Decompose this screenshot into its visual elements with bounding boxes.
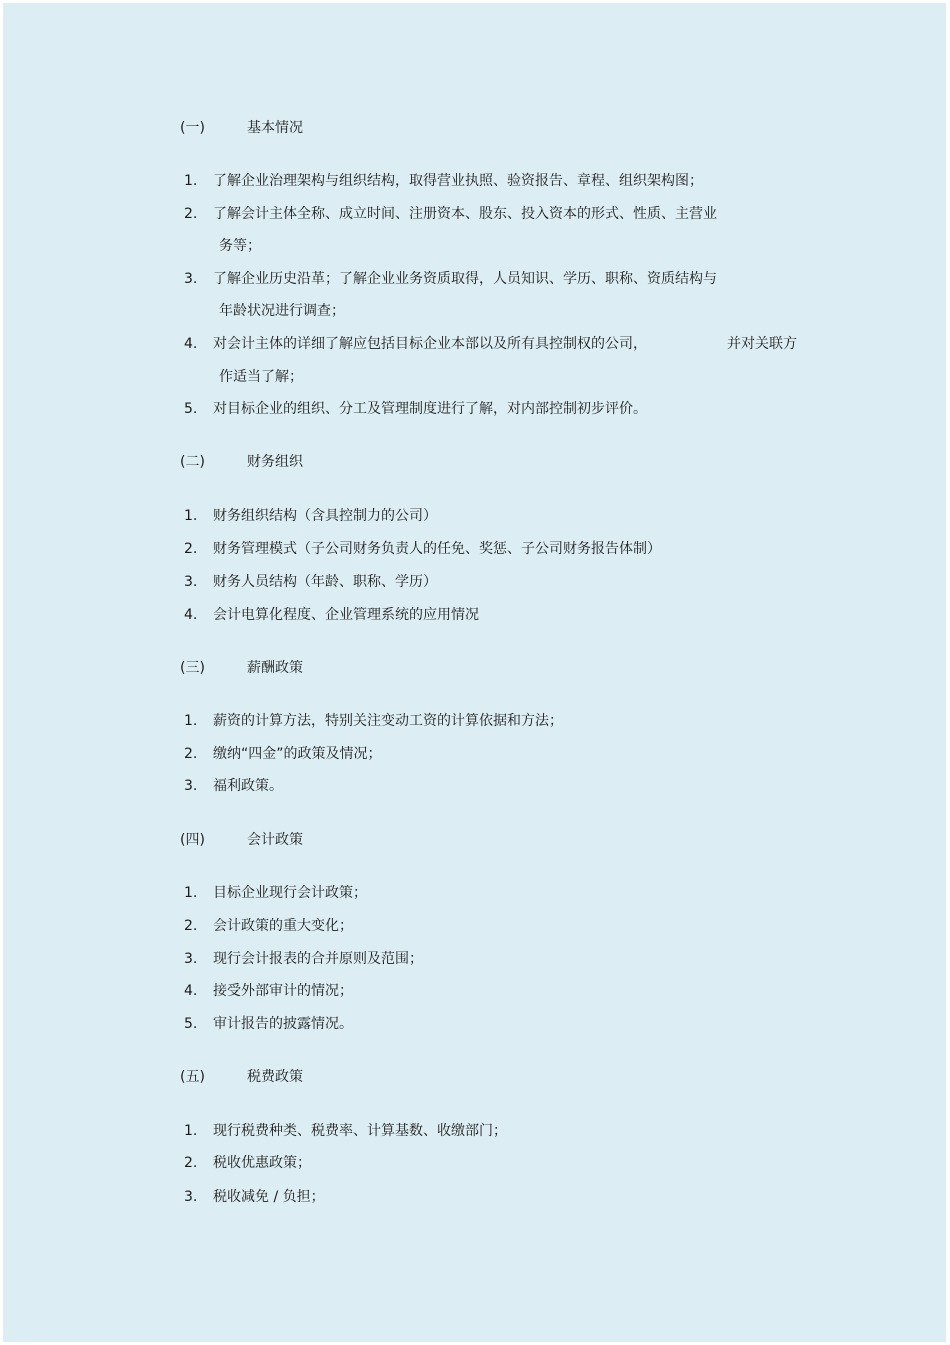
item-continuation: 年龄状况进行调查； <box>219 303 345 319</box>
item-text: 了解企业历史沿革；了解企业业务资质取得，人员知识、学历、职称、资质结构与 <box>213 271 717 287</box>
section-title: 财务组织 <box>247 454 303 470</box>
section-title: 基本情况 <box>247 120 303 136</box>
list-item <box>184 1188 325 1206</box>
item-text: 会计政策的重大变化； <box>213 918 353 934</box>
item-index: 1. <box>184 508 198 524</box>
section-title: 税费政策 <box>247 1069 303 1085</box>
item-index: 3. <box>184 271 198 287</box>
item-index: 2. <box>184 541 198 557</box>
item-text: 审计报告的披露情况。 <box>213 1016 353 1032</box>
list-item <box>184 270 717 288</box>
list-item <box>184 917 353 935</box>
list-item <box>184 950 423 968</box>
item-index: 4. <box>184 607 198 623</box>
item-index: 4. <box>184 983 198 999</box>
item-continuation: 务等； <box>219 238 261 254</box>
section-number: (三) <box>180 660 205 676</box>
list-item <box>184 400 647 418</box>
list-item <box>184 172 703 190</box>
list-item <box>184 712 563 730</box>
list-item <box>184 1015 353 1033</box>
item-text: 接受外部审计的情况； <box>213 983 353 999</box>
list-item <box>184 884 367 902</box>
item-text: 对会计主体的详细了解应包括目标企业本部以及所有具控制权的公司， <box>213 336 647 352</box>
item-index: 1. <box>184 713 198 729</box>
item-text: 税收减免 / 负担； <box>213 1189 325 1205</box>
list-item <box>184 205 717 223</box>
item-index: 2. <box>184 746 198 762</box>
section-number: (四) <box>180 832 205 848</box>
document-page <box>3 3 946 1342</box>
item-text: 目标企业现行会计政策； <box>213 885 367 901</box>
item-index: 1. <box>184 1123 198 1139</box>
list-item <box>184 507 437 525</box>
item-index: 2. <box>184 1155 198 1171</box>
section-number: (五) <box>180 1069 205 1085</box>
list-item <box>184 982 353 1000</box>
list-item <box>184 745 382 763</box>
item-text: 缴纳“四金”的政策及情况； <box>213 746 382 762</box>
list-item <box>184 777 283 795</box>
section-title: 薪酬政策 <box>247 660 303 676</box>
list-item <box>184 335 647 353</box>
list-item <box>184 1122 507 1140</box>
item-text: 了解会计主体全称、成立时间、注册资本、股东、投入资本的形式、性质、主营业 <box>213 206 717 222</box>
list-item <box>184 540 661 558</box>
item-text: 现行税费种类、税费率、计算基数、收缴部门； <box>213 1123 507 1139</box>
section-title: 会计政策 <box>247 832 303 848</box>
section-heading-finance-org <box>180 453 303 471</box>
item-text: 财务管理模式（子公司财务负责人的任免、奖惩、子公司财务报告体制） <box>213 541 661 557</box>
list-item <box>184 1154 311 1172</box>
item-index: 4. <box>184 336 198 352</box>
item-index: 3. <box>184 778 198 794</box>
list-item <box>184 606 479 624</box>
item-text: 会计电算化程度、企业管理系统的应用情况 <box>213 607 479 623</box>
item-text: 福利政策。 <box>213 778 283 794</box>
item-index: 2. <box>184 206 198 222</box>
item-text: 财务组织结构（含具控制力的公司） <box>213 508 437 524</box>
section-heading-accounting-policy <box>180 831 303 849</box>
item-index: 3. <box>184 1189 198 1205</box>
item-text: 税收优惠政策； <box>213 1155 311 1171</box>
list-item <box>184 573 437 591</box>
item-index: 1. <box>184 173 198 189</box>
section-heading-compensation <box>180 659 303 677</box>
item-text-tail: 并对关联方 <box>727 336 797 352</box>
item-index: 3. <box>184 951 198 967</box>
item-index: 5. <box>184 1016 198 1032</box>
section-heading-tax-policy <box>180 1068 303 1086</box>
item-text: 对目标企业的组织、分工及管理制度进行了解，对内部控制初步评价。 <box>213 401 647 417</box>
item-index: 5. <box>184 401 198 417</box>
item-index: 1. <box>184 885 198 901</box>
item-text: 现行会计报表的合并原则及范围； <box>213 951 423 967</box>
item-text: 财务人员结构（年龄、职称、学历） <box>213 574 437 590</box>
item-continuation: 作适当了解； <box>219 369 303 385</box>
section-number: (二) <box>180 454 205 470</box>
item-index: 2. <box>184 918 198 934</box>
item-text: 薪资的计算方法，特别关注变动工资的计算依据和方法； <box>213 713 563 729</box>
section-heading-basic-info <box>180 119 303 137</box>
item-text: 了解企业治理架构与组织结构，取得营业执照、验资报告、章程、组织架构图； <box>213 173 703 189</box>
item-index: 3. <box>184 574 198 590</box>
section-number: (一) <box>180 120 205 136</box>
